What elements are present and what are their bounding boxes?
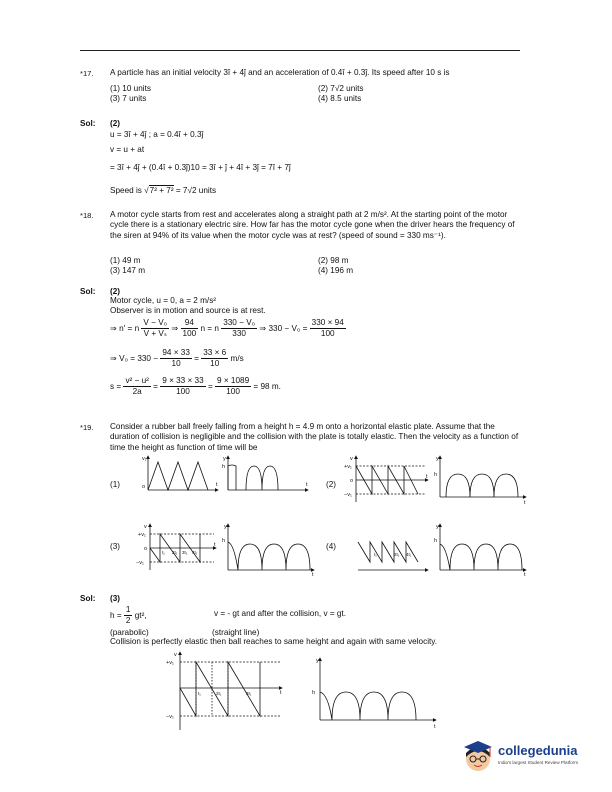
q18-eq2-part: m/s (230, 353, 244, 363)
q18-eq1-frac-3: $\frac{\text{330 − V₀}}{330}$ (223, 318, 256, 339)
opt4-4t1-label: 4t₁ (406, 552, 412, 557)
q19-eq-h-suffix: gt², (134, 610, 147, 620)
q18-eq2-part: = (194, 353, 199, 363)
q18-answer: (2) (110, 287, 121, 296)
q18-eq1-frac-2: $\frac{94}{100}$ (182, 318, 197, 339)
opt2-h-label: h (434, 472, 438, 478)
q18-sol-label: Sol: (80, 287, 96, 296)
q19-parabolic: (parabolic) (110, 628, 149, 637)
q17-option-2: (2) 7√2 units (318, 84, 364, 93)
opt4-h-label: h (434, 538, 438, 544)
q18-eq2-frac-1: $\frac{94 \times 33}{10}$ (162, 348, 190, 369)
sol-v-curve (180, 662, 260, 716)
sol-plusv-label: +v₁ (166, 660, 174, 666)
sol-2t1-label: 2t₁ (216, 691, 222, 696)
opt3-3t1-label: 3t₁ (182, 550, 188, 555)
header-rule (80, 50, 520, 51)
sol-v-label: v (174, 652, 177, 658)
q18-eq-3 (110, 376, 281, 398)
q19-number: *19. (80, 423, 94, 432)
q19-eq-h-prefix: h = (110, 610, 122, 620)
opt4-h-curve (440, 544, 522, 570)
q17-option-3: (3) 7 units (110, 94, 147, 104)
q18-option-1: (1) 49 m (110, 256, 141, 265)
q18-eq1-part: ⇒ 330 − V₀ = (259, 323, 308, 333)
q18-eq1-part: ⇒ (171, 323, 179, 333)
opt2-h-curve (446, 474, 518, 497)
q18-eq1-frac-4: $\frac{330 \times 94}{100}$ (311, 318, 344, 339)
q18-eq2-part: ⇒ V₀ = 330 − (110, 353, 159, 363)
q18-eq-1 (110, 318, 346, 340)
opt2-o-label: o (350, 478, 354, 484)
q17-text: A particle has an initial velocity 3î + 4ĵ and an acceleration of 0.4î + 0.3ĵ. Its speed after 10 s is (110, 68, 450, 77)
q18-eq3-frac-3: $\frac{9 \times 1089}{100}$ (217, 376, 250, 397)
q17-options (110, 84, 520, 105)
q18-eq3-part: = (207, 381, 213, 391)
opt1-t-label: t (216, 482, 218, 488)
q17-answer: (2) (110, 119, 121, 128)
q17-number: *17. (80, 69, 94, 78)
sol-3t1-label: 3t₁ (246, 691, 252, 696)
q18-eq3-part: s = (110, 381, 122, 391)
sol-t1-label: t₁ (198, 691, 201, 696)
opt3-2t1-label: 2t₁ (172, 550, 178, 555)
q17-sol-line-2: v = u + at (110, 145, 145, 154)
opt3-y-label: y (224, 524, 227, 530)
opt3-o-label: o (144, 546, 148, 552)
sol-t-label: t (280, 690, 282, 696)
q17-option-1: (1) 10 units (110, 84, 151, 93)
opt2-t-label: t (426, 474, 428, 480)
opt3-4t1-label: 4t₁ (192, 550, 198, 555)
q17-sol-line-1: u = 3î + 4ĵ ; a = 0.4î + 0.3ĵ (110, 130, 204, 139)
opt1-o-label: o (142, 484, 146, 490)
opt1-y-label: y (223, 456, 226, 462)
opt1-ht-label: t (306, 482, 308, 488)
q18-eq1-part: ⇒ n' = n (110, 323, 140, 333)
q19-straight: (straight line) (212, 628, 260, 637)
q19-option-label-1: (1) (110, 480, 121, 489)
q18-options (110, 256, 520, 277)
opt3-t1-label: t₁ (162, 550, 165, 555)
q19-eq-h (110, 605, 147, 627)
opt3-v-label: v (144, 524, 147, 530)
opt2-plusv-label: +v₁ (344, 464, 352, 470)
opt3-ht-label: t (312, 572, 314, 578)
sol-h-curve (320, 692, 416, 720)
q18-option-4: (4) 196 m (318, 266, 354, 276)
opt1-h-label: h (222, 464, 226, 470)
q18-eq3-part: = (153, 381, 158, 391)
q19-option-label-4: (4) (326, 542, 337, 551)
q17-sol-line-3: = 3î + 4ĵ + (0.4î + 0.3ĵ)10 = 3î + ĵ + 4î + 3ĵ = 7î + 7ĵ (110, 163, 291, 172)
opt1-v-curve (148, 462, 208, 490)
q18-option-2: (2) 98 m (318, 256, 349, 265)
q17-speed-line: Speed is √7² + 7² = 7√2 units (110, 186, 217, 195)
opt2-ht-label: t (524, 500, 526, 506)
opt1-h-seg (228, 465, 236, 490)
sol-minusv-label: −v₁ (166, 714, 174, 720)
q17-speed-result: = 7√2 units (175, 186, 217, 195)
q18-line-2: Observer is in motion and source is at rest. (110, 306, 266, 315)
opt1-v-label: v₁ (142, 456, 147, 462)
q18-option-3: (3) 147 m (110, 266, 146, 276)
opt2-y-label: y (436, 456, 439, 462)
opt4-y-label: y (436, 524, 439, 530)
q19-eq-h-frac: $\frac{1}{2}$ (125, 605, 131, 626)
q18-number: *18. (80, 211, 94, 220)
q18-line-1: Motor cycle, u = 0, a = 2 m/s² (110, 296, 217, 305)
q19-eq-v: v = - gt and after the collision, v = gt. (214, 609, 346, 618)
q19-option-label-2: (2) (326, 480, 337, 489)
q19-option-label-3: (3) (110, 542, 121, 551)
q19-sol-label: Sol: (80, 594, 96, 603)
sol-y-label: y (316, 658, 319, 664)
q17-option-4: (4) 8.5 units (318, 94, 362, 104)
q18-eq-2 (110, 348, 244, 370)
collegedunia-logo[interactable] (460, 737, 606, 777)
q17-sol-label: Sol: (80, 119, 96, 128)
sol-ht-label: t (434, 724, 436, 730)
q19-solution-graphs (160, 648, 460, 734)
opt4-ht-label: t (524, 572, 526, 578)
opt1-h-curve (246, 466, 278, 490)
q19-text: Consider a rubber ball freely falling from a height h = 4.9 m onto a horizontal elastic plate. Assume that the duration of collision is negligible and the collision with the plate is totally elastic. Then the velocity as a function of time the height as function of time will be (110, 422, 519, 452)
q18-eq3-frac-2: $\frac{9 \times 33 \times 33}{100}$ (162, 376, 204, 397)
sol-h-label: h (312, 690, 316, 696)
opt3-h-curve (228, 542, 310, 570)
opt4-t1-label: t₁ (374, 552, 377, 557)
opt3-minusv-label: −v₁ (136, 560, 144, 566)
q17-speed-prefix: Speed is (110, 186, 142, 195)
q18-eq3-part: = 98 m. (253, 381, 281, 391)
opt3-plusv-label: +v₁ (138, 532, 146, 538)
q18-eq2-frac-2: $\frac{33 \times 6}{10}$ (203, 348, 227, 369)
q18-eq1-part: n = n (200, 323, 219, 333)
q17-speed-radicand: 7² + 7² (149, 186, 174, 195)
q19-answer: (3) (110, 594, 121, 603)
opt3-t-label: t (214, 542, 216, 548)
q19-conclusion: Collision is perfectly elastic then ball reaches to same height and again with same velocity. (110, 637, 438, 646)
logo-tagline: India's largest Student Review Platform (498, 760, 579, 765)
q18-eq1-frac-1: $\frac{\text{V − V₀}}{\text{V + Vₛ}}$ (143, 318, 168, 339)
q18-text: A motor cycle starts from rest and accelerates along a straight path at 2 m/s². At the starting point of the motor cycle there is a stationary electric sire. How far has the motor cycle gone when the driver hears the frequency of the siren at 94% of its value when the motor cycle was at rest? (speed of sound = 330 ms⁻¹). (110, 210, 515, 240)
graduate-avatar-icon (460, 737, 496, 773)
opt2-v-label: v (350, 456, 353, 462)
logo-name: collegedunia (498, 743, 578, 758)
opt3-h-label: h (222, 538, 226, 544)
opt4-2t1-label: 2t₁ (394, 552, 400, 557)
opt2-minusv-label: −v₁ (344, 492, 352, 498)
q18-eq3-frac-1: $\frac{\text{v² − u²}}{2a}$ (125, 376, 149, 397)
q19-option-graphs (128, 452, 528, 582)
